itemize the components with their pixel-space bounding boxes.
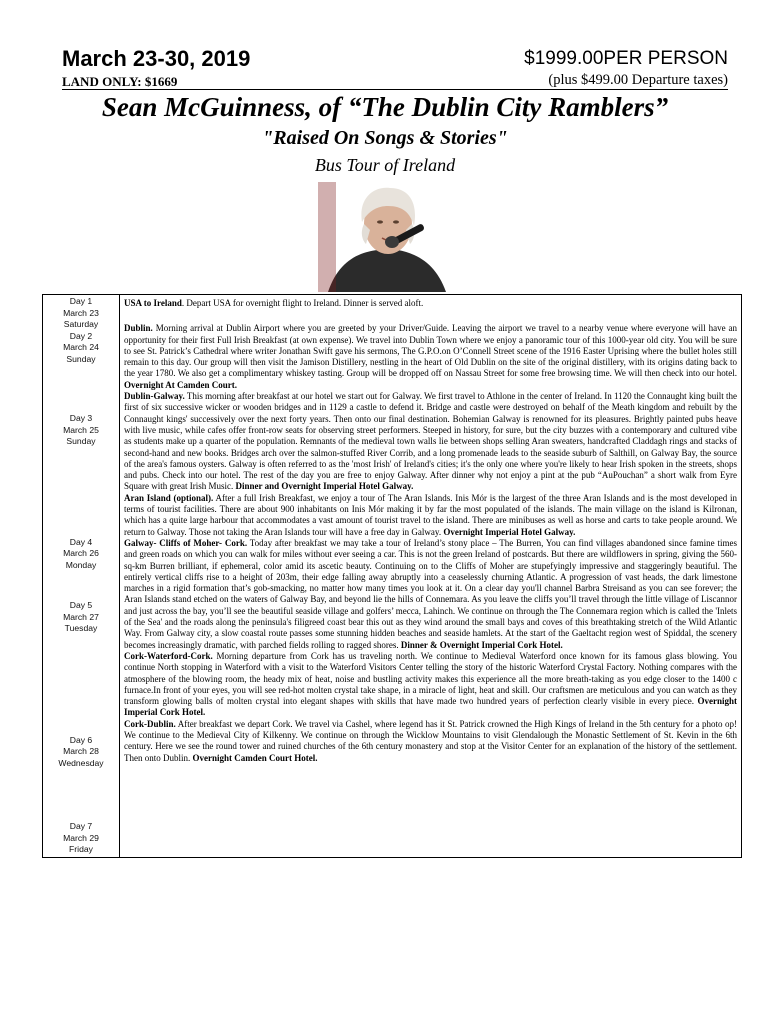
day-hotel: Overnight Imperial Hotel Galway. (443, 526, 576, 537)
day-descriptions (120, 295, 742, 858)
tour-name: Bus Tour of Ireland (314, 155, 456, 175)
day-hotel: Overnight Camden Court Hotel. (192, 752, 318, 763)
day-number: Day 1 (69, 296, 93, 306)
day-entry (124, 719, 737, 764)
day-number: Day 5 (69, 600, 93, 610)
day-hotel: Dinner & Overnight Imperial Cork Hotel. (400, 639, 563, 650)
day-weekday: Saturday (63, 319, 99, 329)
day-heading: USA to Ireland (124, 298, 182, 308)
day-entry (124, 651, 737, 719)
day-weekday: Monday (65, 559, 97, 570)
day-entry (124, 298, 737, 309)
header-rule (62, 89, 728, 90)
day-entry (124, 323, 737, 391)
day-entry (124, 391, 737, 493)
day-heading: Aran Island (optional). (124, 492, 214, 503)
day-weekday: Wednesday (58, 757, 104, 768)
day-date: March 25 (63, 424, 99, 435)
singer-photo (318, 182, 454, 292)
day-date: March 23 (63, 307, 99, 318)
page-subtitle: "Raised On Songs & Stories" (262, 127, 508, 149)
day-body: Morning departure from Cork has us traveling north. We continue to Medieval Waterford once known for its famous glass blowing. You continue North stopping in Waterford with a visit to the Waterford Visitors Center telling the story of the historic Waterford Crystal Factory. Nothing compares with the atmosphere of the blowing room, the heady mix of heat, noise and bustling activity makes this experience all the more breath-taking as you edge closer to the 1400 c furnace.In front of your eyes, you will see red-hot molten crystal take shape, in a miracle of light, heat and skill. Our craftsmen are meticulous and you can watch as they transform glowing balls of molten crystal into elegant shapes with skills that have made two hundred years of perfection clearly visible in every piece. (124, 650, 737, 707)
land-only-price: LAND ONLY: $1669 (62, 74, 178, 89)
day-hotel: Dinner and Overnight Imperial Hotel Galway. (235, 481, 414, 492)
day-date: March 28 (63, 746, 99, 756)
departure-taxes: (plus $499.00 Departure taxes) (548, 72, 728, 88)
day-body: After a full Irish Breakfast, we enjoy a tour of The Aran Islands. Inis Mór is the largest of the three Aran Islands and is the most developed in terms of tourist facilities. There are about 900 inhabitants on Inis Mór making it by far the most populated of the islands. The main village on the island is Kilronan, which has a quite large harbour that accommodates a vast amount of tourist travel to the island. There are minibuses as well as horse and carts to take people around. We return to Galway. Those not taking the Aran Islands tour will have a free day in Galway. (124, 492, 737, 537)
day-heading: Cork-Dublin. (124, 718, 176, 729)
day-number: Day 4 (69, 536, 93, 547)
day-date: March 27 (63, 611, 99, 622)
day-number: Day 2 (69, 330, 93, 341)
day-hotel: Overnight Imperial Cork Hotel. (124, 696, 737, 718)
day-weekday: Friday (69, 844, 93, 854)
itinerary-table (42, 294, 742, 858)
day-weekday: Tuesday (64, 623, 98, 633)
per-person-price: $1999.00PER PERSON (524, 48, 728, 69)
day-heading: Cork-Waterford-Cork. (124, 650, 213, 661)
day-label (43, 295, 120, 858)
day-entry (124, 538, 737, 651)
day-date: March 24 (63, 342, 99, 352)
day-weekday: Sunday (66, 353, 96, 364)
day-date: March 26 (63, 548, 99, 558)
day-body: Today after breakfast we may take a tour of Ireland’s stony place – The Burren, You can find villages abandoned since famine times and green roads on which you can walk for miles without ever seeing a car. This is not the green Ireland of postcards. But there are wildflowers in spring, giving the 560-sq-km Burren brilliant, if ephemeral, color amid its ascetic beauty. Continuing on to the Cliffs of Moher are stupefyingly impressive and staggeringly beautiful. The entirely vertical cliffs rise to a height of 203m, their edge falling away abruptly into a ceaselessly churning Atlantic. A progression of vast heads, the dark limestone marches in a rigid formation that’s gob-smacking, no matter how many times you look at it. On a clear day you'll channel Barbra Streisand as you can see forever; the Aran Islands stand etched on the waters of Galway Bay, and beyond lie the hills of Connemara. As you leave the cliffs you’ll travel through the little village of Liscannor and just across the bay, you’ll see the beautiful seaside village and golfers’ mecca, Lahinch. We continue on through the The Connemara region which is called the 'Inlets of the Sea' and the roads along the peninsula's filigreed coast bear this out as they wind around the small bays and coves of this breathtaking stretch of the Wild Atlantic Way. From Galway city, a slow coastal route passes some stunning hidden beaches and seaside hamlets. At the start of the Gaeltacht region west of Spiddal, the scenery becomes increasingly dramatic, with parched fields rolling to ragged shores. (124, 537, 737, 650)
day-body: Morning arrival at Dublin Airport where you are greeted by your Driver/Guide. Leaving the airport we travel to a nearby venue where everyone will have an opportunity for their first Full Irish Breakfast (at own expense). We travel into Dublin Town where we enjoy a panoramic tour of this 1000-year old city. You will be sure to see St. Patrick’s Cathedral where writer Jonathan Swift gave his sermons, The G.P.O.on O’Connell Street scene of the 1916 Easter Uprising where the bullet holes still remain to this day. Our group will then visit the Jamison Distillery, nestling in the heart of Old Dublin on the site of the original distillery, with its origins dating back to the year 1780. We also get a complimentary whiskey tasting. Group will be dropped off on Nassau Street for some free browsing time. We will then check into our hotel. (124, 323, 737, 379)
day-heading: Galway- Cliffs of Moher- Cork. (124, 537, 248, 548)
itinerary-row (43, 295, 742, 858)
header-date: March 23-30, 2019 (62, 46, 251, 71)
day-entry (124, 493, 737, 538)
day-body: . Depart USA for overnight flight to Ireland. Dinner is served aloft. (181, 298, 424, 308)
day-weekday: Sunday (66, 436, 96, 446)
day-body: After breakfast we depart Cork. We travel via Cashel, where legend has it St. Patrick crowned the High Kings of Ireland in the 5th century for a photo op! We continue to the Medieval City of Kilkenny. We continue on through the Wicklow Mountains to visit Glendalough the Monastic Settlement of St. Kevin in the 6th century. Here we see the round tower and ruined churches of the 6th century monastery and stop at the Visitor Center for an explanation of the history of the settlement. Then onto Dublin. (124, 718, 737, 763)
day-number: Day 3 (69, 413, 93, 423)
day-number: Day 6 (69, 734, 93, 745)
day-number: Day 7 (69, 821, 93, 831)
day-hotel: Overnight At Camden Court. (124, 379, 237, 390)
day-body: This morning after breakfast at our hotel we start out for Galway. We first travel to Athlone in the center of Ireland. In 1120 the Connaught king built the first of six successive wicker or wooden bridges and in 1129 a castle to defend it. Bridge and castle were destroyed on behalf of the Meath kingdom and rebuilt by the Connaught kings' successively over the next forty years. Then onto our final destination. Bohemian Galway is renowned for its pleasures. Brightly painted pubs heave with live music, while cafes offer front-row seats for observing street performers. Steeped in history, for sure, but the city buzzes with a contemporary and cultured vibe as students make up a quarter of the population. Remnants of the medieval town walls lie between shops selling Aran sweaters, handcrafted Claddagh rings and stacks of second-hand and new books. Bridges arch over the salmon-stuffed River Corrib, and a long promenade leads to the seaside suburb of Salthill, on Galway Bay, the source of the area's famous oysters. Galway is often referred to as the 'most Irish' of Ireland's cities; it's the only one where you're likely to hear Irish spoken in the streets, shops and pubs. Check into our hotel. The rest of the day you are free to enjoy Galway. After dinner why not enjoy a pint at the pub “AuPouchan” a short walk from Eyre Square with great Irish Music. (124, 391, 737, 492)
day-heading: Dublin-Galway. (124, 391, 185, 402)
page-title: Sean McGuinness, of “The Dublin City Ramblers” (101, 92, 669, 122)
day-heading: Dublin. (124, 323, 153, 334)
day-date: March 29 (63, 832, 99, 843)
